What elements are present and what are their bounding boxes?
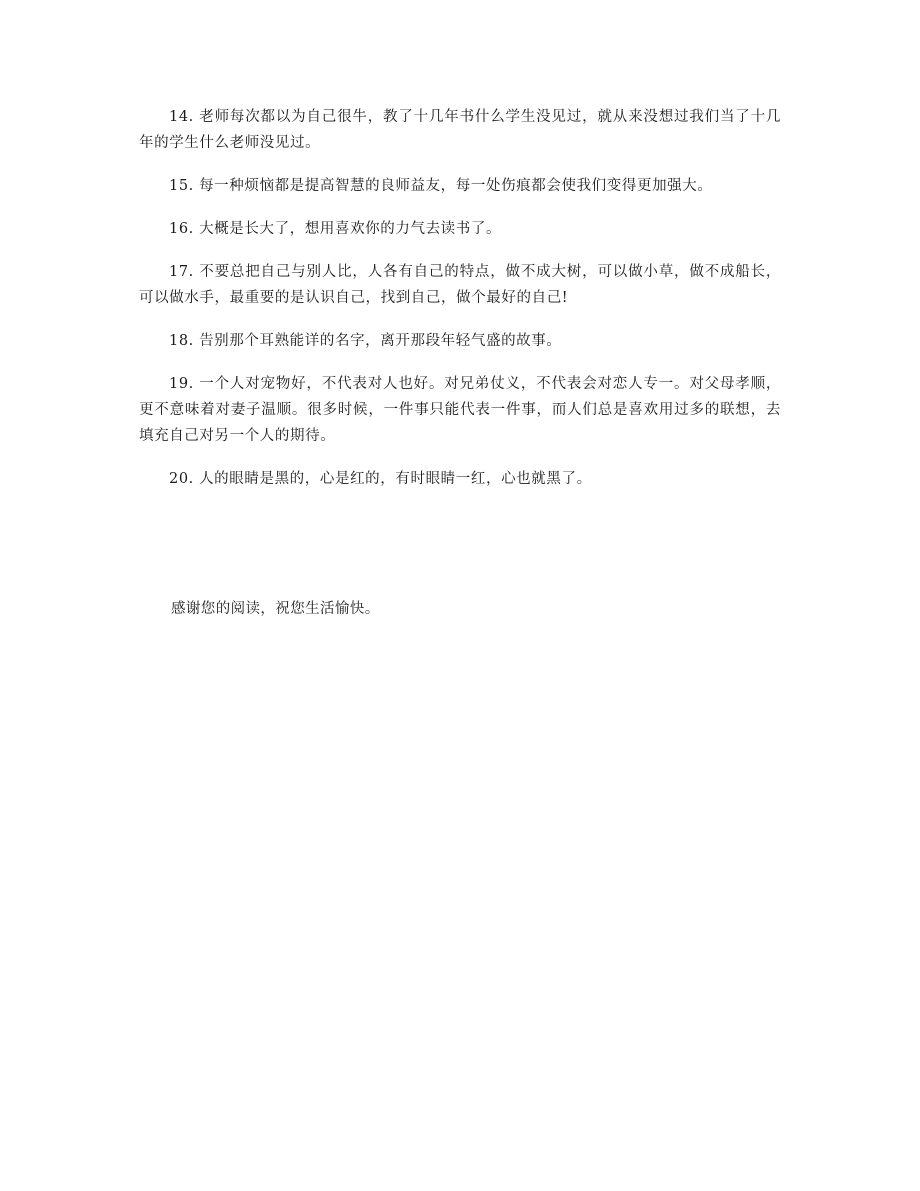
closing-message: 感谢您的阅读，祝您生活愉快。 (171, 601, 380, 617)
quote-paragraph-15: 15. 每一种烦恼都是提高智慧的良师益友，每一处伤痕都会使我们变得更加强大。 (169, 178, 713, 194)
quote-paragraph-20: 20. 人的眼睛是黑的，心是红的，有时眼睛一红，心也就黑了。 (169, 471, 592, 487)
quote-paragraph-18: 18. 告别那个耳熟能详的名字，离开那段年轻气盛的故事。 (169, 333, 562, 349)
quote-paragraph-19: 19. 一个人对宠物好，不代表对人也好。对兄弟仗义，不代表会对恋人专一。对父母孝顺，更不意味着对妻子温顺。很多时候，一件事只能代表一件事，而人们总是喜欢用过多的联想，去填充自己对另一个人的期待。 (139, 376, 781, 444)
quote-list (139, 104, 781, 509)
quote-paragraph-17: 17. 不要总把自己与别人比，人各有自己的特点，做不成大树，可以做小草，做不成船长，可以做水手，最重要的是认识自己，找到自己，做个最好的自己! (139, 264, 781, 306)
quote-paragraph-16: 16. 大概是长大了，想用喜欢你的力气去读书了。 (169, 221, 502, 237)
quote-paragraph-14: 14. 老师每次都以为自己很牛，教了十几年书什么学生没见过，就从来没想过我们当了十几年的学生什么老师没见过。 (139, 109, 781, 151)
